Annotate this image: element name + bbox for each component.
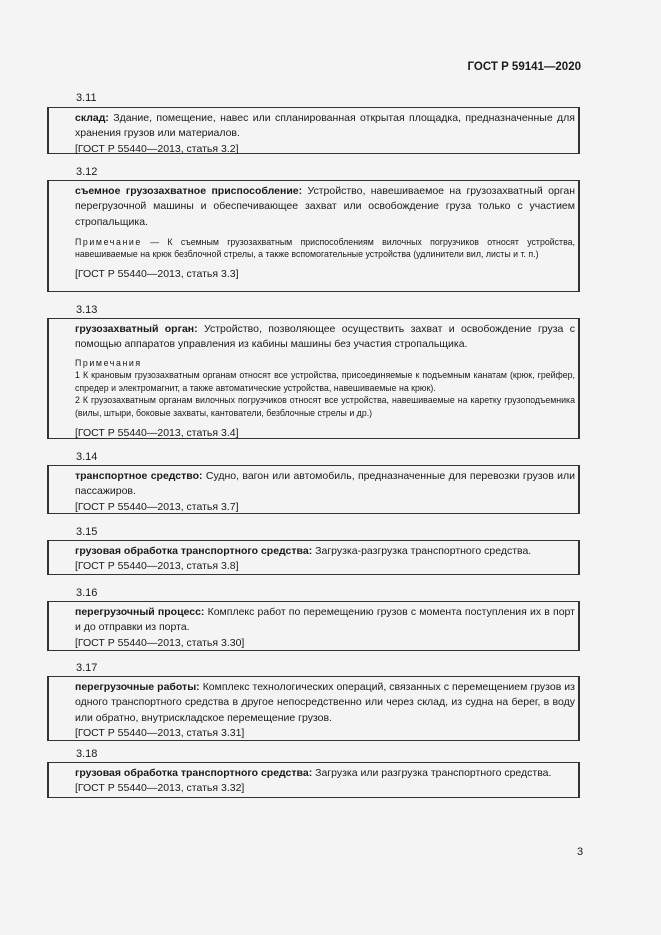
entry-number: 3.14 [76, 451, 98, 463]
term-entry-box [47, 180, 580, 292]
definition-text: Устройство, навешиваемое на грузозахватный орган перегрузочной машины и обеспечивающее захват или освобождение груза только с участием стропальщика. [75, 185, 575, 228]
note-label: Примечания [75, 357, 142, 368]
entry-number: 3.13 [76, 304, 98, 316]
definition-text: Комплекс работ по перемещению грузов с момента поступления их в порт и до отправки из порта. [75, 606, 575, 634]
notes [75, 357, 575, 420]
entry-number: 3.11 [76, 92, 97, 104]
entry-number: 3.12 [76, 166, 98, 178]
definition-text: Загрузка или разгрузка транспортного средства. [312, 767, 552, 779]
term-entry-box [47, 762, 580, 798]
term: съемное грузозахватное приспособление: [75, 185, 303, 197]
standard-designation: ГОСТ Р 59141—2020 [467, 61, 581, 73]
note [75, 236, 575, 261]
term: склад: [75, 112, 109, 124]
note-item: 1 К крановым грузозахватным органам относят все устройства, присоединяемые к подъемным канатам (крюк, грейфер, спредер и электромагнит, а также автоматические устройства, навешиваемые на крюк). [75, 370, 575, 393]
source-reference: [ГОСТ Р 55440—2013, статья 3.2] [75, 142, 239, 155]
note-text: — К съемным грузозахватным приспособлениям вилочных погрузчиков относят устройства, навешиваемые на крюк безблочной стрелы, а также вспомогательные устройства (удлинители вил, листы и т. п.) [75, 236, 575, 260]
definition-text: Комплекс технологических операций, связанных с перемещением грузов из одного транспортного средства в другое непосредственно или через склад, из судна на берег, в воду или обратно, внутрискладское перемещение грузов. [75, 681, 575, 724]
definition-text: Здание, помещение, навес или спланированная открытая площадка, предназначенные для хранения грузов или материалов. [75, 112, 575, 140]
term-definition [75, 605, 575, 636]
term: перегрузочные работы: [75, 681, 200, 693]
definition-text: Устройство, позволяющее осуществить захват и освобождение груза с помощью аппаратов управления из кабины машины без участия стропальщика. [75, 323, 576, 351]
term-definition [75, 111, 575, 142]
term-entry-box [47, 107, 580, 154]
term-definition [75, 322, 575, 353]
source-reference: [ГОСТ Р 55440—2013, статья 3.4] [75, 426, 239, 439]
term: транспортное средство: [75, 470, 203, 482]
entry-number: 3.18 [76, 748, 98, 760]
source-reference: [ГОСТ Р 55440—2013, статья 3.31] [75, 726, 245, 739]
note-item: 2 К грузозахватным органам вилочных погрузчиков относят все устройства, навешиваемые на каретку грузоподъемника (вилы, штыри, боковые захваты, кантователи, безблочные стрелы и др.) [75, 395, 575, 418]
definition-text: Загрузка-разгрузка транспортного средства. [312, 545, 532, 557]
term-entry-box [47, 676, 580, 741]
source-reference: [ГОСТ Р 55440—2013, статья 3.7] [75, 500, 239, 513]
definition-text: Судно, вагон или автомобиль, предназначенные для перевозки грузов или пассажиров. [75, 470, 576, 498]
term-entry-box [47, 540, 580, 575]
term-entry-box [47, 318, 580, 439]
term-definition [75, 766, 575, 781]
source-reference: [ГОСТ Р 55440—2013, статья 3.8] [75, 560, 239, 573]
page-number: 3 [577, 846, 584, 858]
source-reference: [ГОСТ Р 55440—2013, статья 3.3] [75, 268, 239, 281]
term: грузозахватный орган: [75, 323, 198, 335]
note-label: Примечание [75, 236, 142, 247]
term: грузовая обработка транспортного средства: [75, 767, 313, 779]
term: грузовая обработка транспортного средства: [75, 545, 313, 557]
term-definition [75, 469, 575, 500]
term-entry-box [47, 465, 580, 514]
term-definition [75, 680, 575, 726]
term-definition [75, 184, 575, 230]
entry-number: 3.17 [76, 662, 98, 674]
entry-number: 3.16 [76, 587, 98, 599]
source-reference: [ГОСТ Р 55440—2013, статья 3.32] [75, 782, 245, 795]
term: перегрузочный процесс: [75, 606, 205, 618]
term-entry-box [47, 601, 580, 651]
entry-number: 3.15 [76, 526, 98, 538]
source-reference: [ГОСТ Р 55440—2013, статья 3.30] [75, 636, 245, 649]
term-definition [75, 544, 575, 559]
